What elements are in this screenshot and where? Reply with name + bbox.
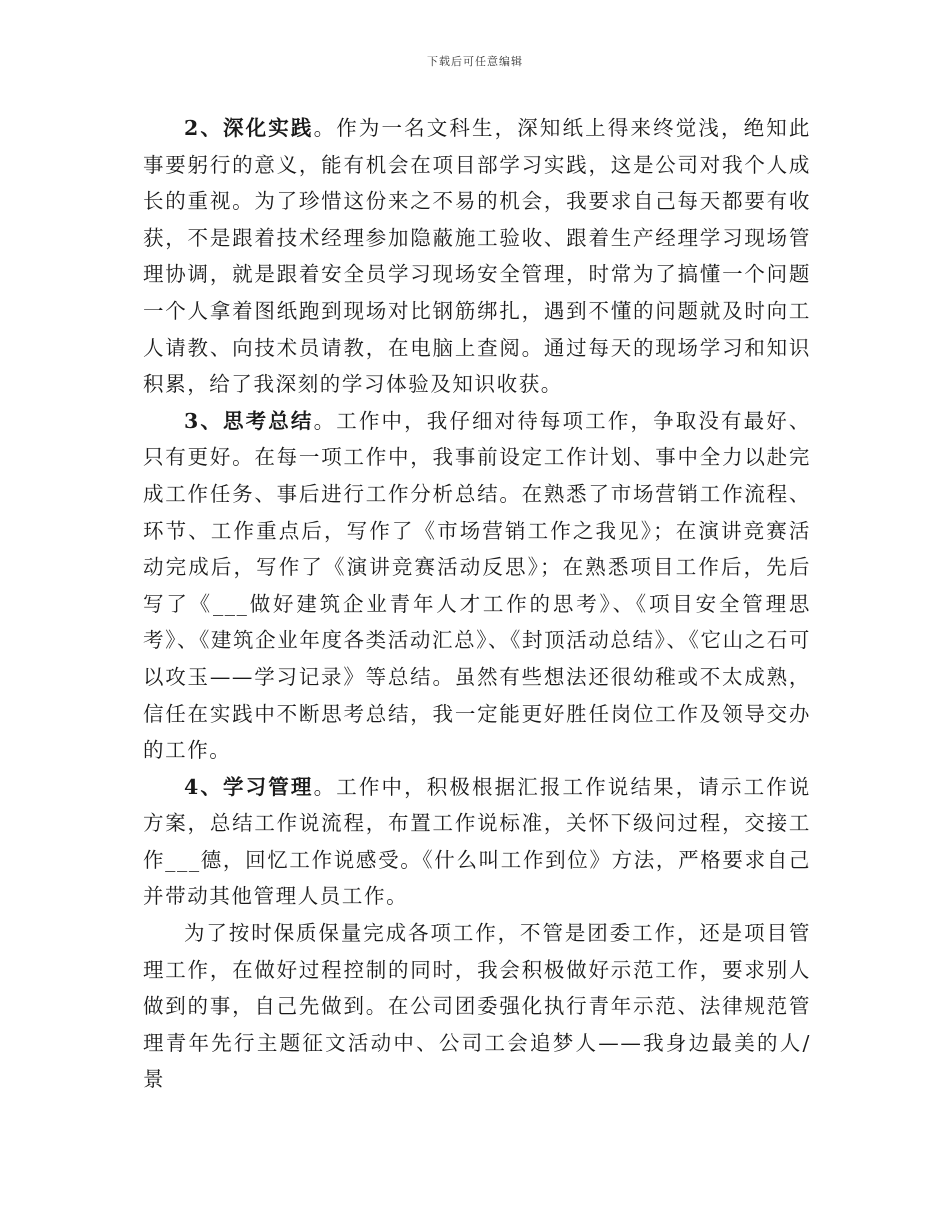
- paragraph-text: 为了按时保质保量完成各项工作，不管是团委工作，还是项目管理工作，在做好过程控制的同时，我会积极做好示范工作，要求别人做到的事，自己先做到。在公司团委强化执行青年示范、法律规范管理青年先行主题征文活动中、公司工会追梦人——我身边最美的人/景: [143, 921, 811, 1092]
- page-header: 下载后可任意编辑: [427, 55, 523, 68]
- paragraph-learn-management: [143, 769, 811, 915]
- paragraph-deepen-practice: [143, 110, 811, 403]
- document-body: [143, 110, 811, 1098]
- paragraph-heading: 2、深化实践: [184, 116, 314, 140]
- paragraph-heading: 4、学习管理: [184, 774, 314, 799]
- paragraph-reflect-summarize: [143, 403, 811, 769]
- paragraph-heading: 3、思考总结: [184, 408, 314, 433]
- paragraph-text: 。工作中，积极根据汇报工作说结果，请示工作说方案，总结工作说流程，布置工作说标准，关怀下级问过程，交接工作___德，回忆工作说感受。《什么叫工作到位》方法，严格要求自己并带动其他管理人员工作。: [143, 774, 811, 909]
- paragraph-lead-by-example: [143, 915, 811, 1098]
- paragraph-text: 。工作中，我仔细对待每项工作，争取没有最好、只有更好。在每一项工作中，我事前设定工作计划、事中全力以赴完成工作任务、事后进行工作分析总结。在熟悉了市场营销工作流程、环节、工作重点后，写作了《市场营销工作之我见》；在演讲竞赛活动完成后，写作了《演讲竞赛活动反思》；在熟悉项目工作后，先后写了《___做好建筑企业青年人才工作的思考》、《项目安全管理思考》、《建筑企业年度各类活动汇总》、《封顶活动总结》、《它山之石可以攻玉——学习记录》等总结。虽然有些想法还很幼稚或不太成熟，信任在实践中不断思考总结，我一定能更好胜任岗位工作及领导交办的工作。: [143, 408, 811, 763]
- paragraph-text: 。作为一名文科生，深知纸上得来终觉浅，绝知此事要躬行的意义，能有机会在项目部学习实践，这是公司对我个人成长的重视。为了珍惜这份来之不易的机会，我要求自己每天都要有收获，不是跟着技术经理参加隐蔽施工验收、跟着生产经理学习现场管理协调，就是跟着安全员学习现场安全管理，时常为了搞懂一个问题一个人拿着图纸跑到现场对比钢筋绑扎，遇到不懂的问题就及时向工人请教、向技术员请教，在电脑上查阅。通过每天的现场学习和知识积累，给了我深刻的学习体验及知识收获。: [143, 116, 811, 397]
